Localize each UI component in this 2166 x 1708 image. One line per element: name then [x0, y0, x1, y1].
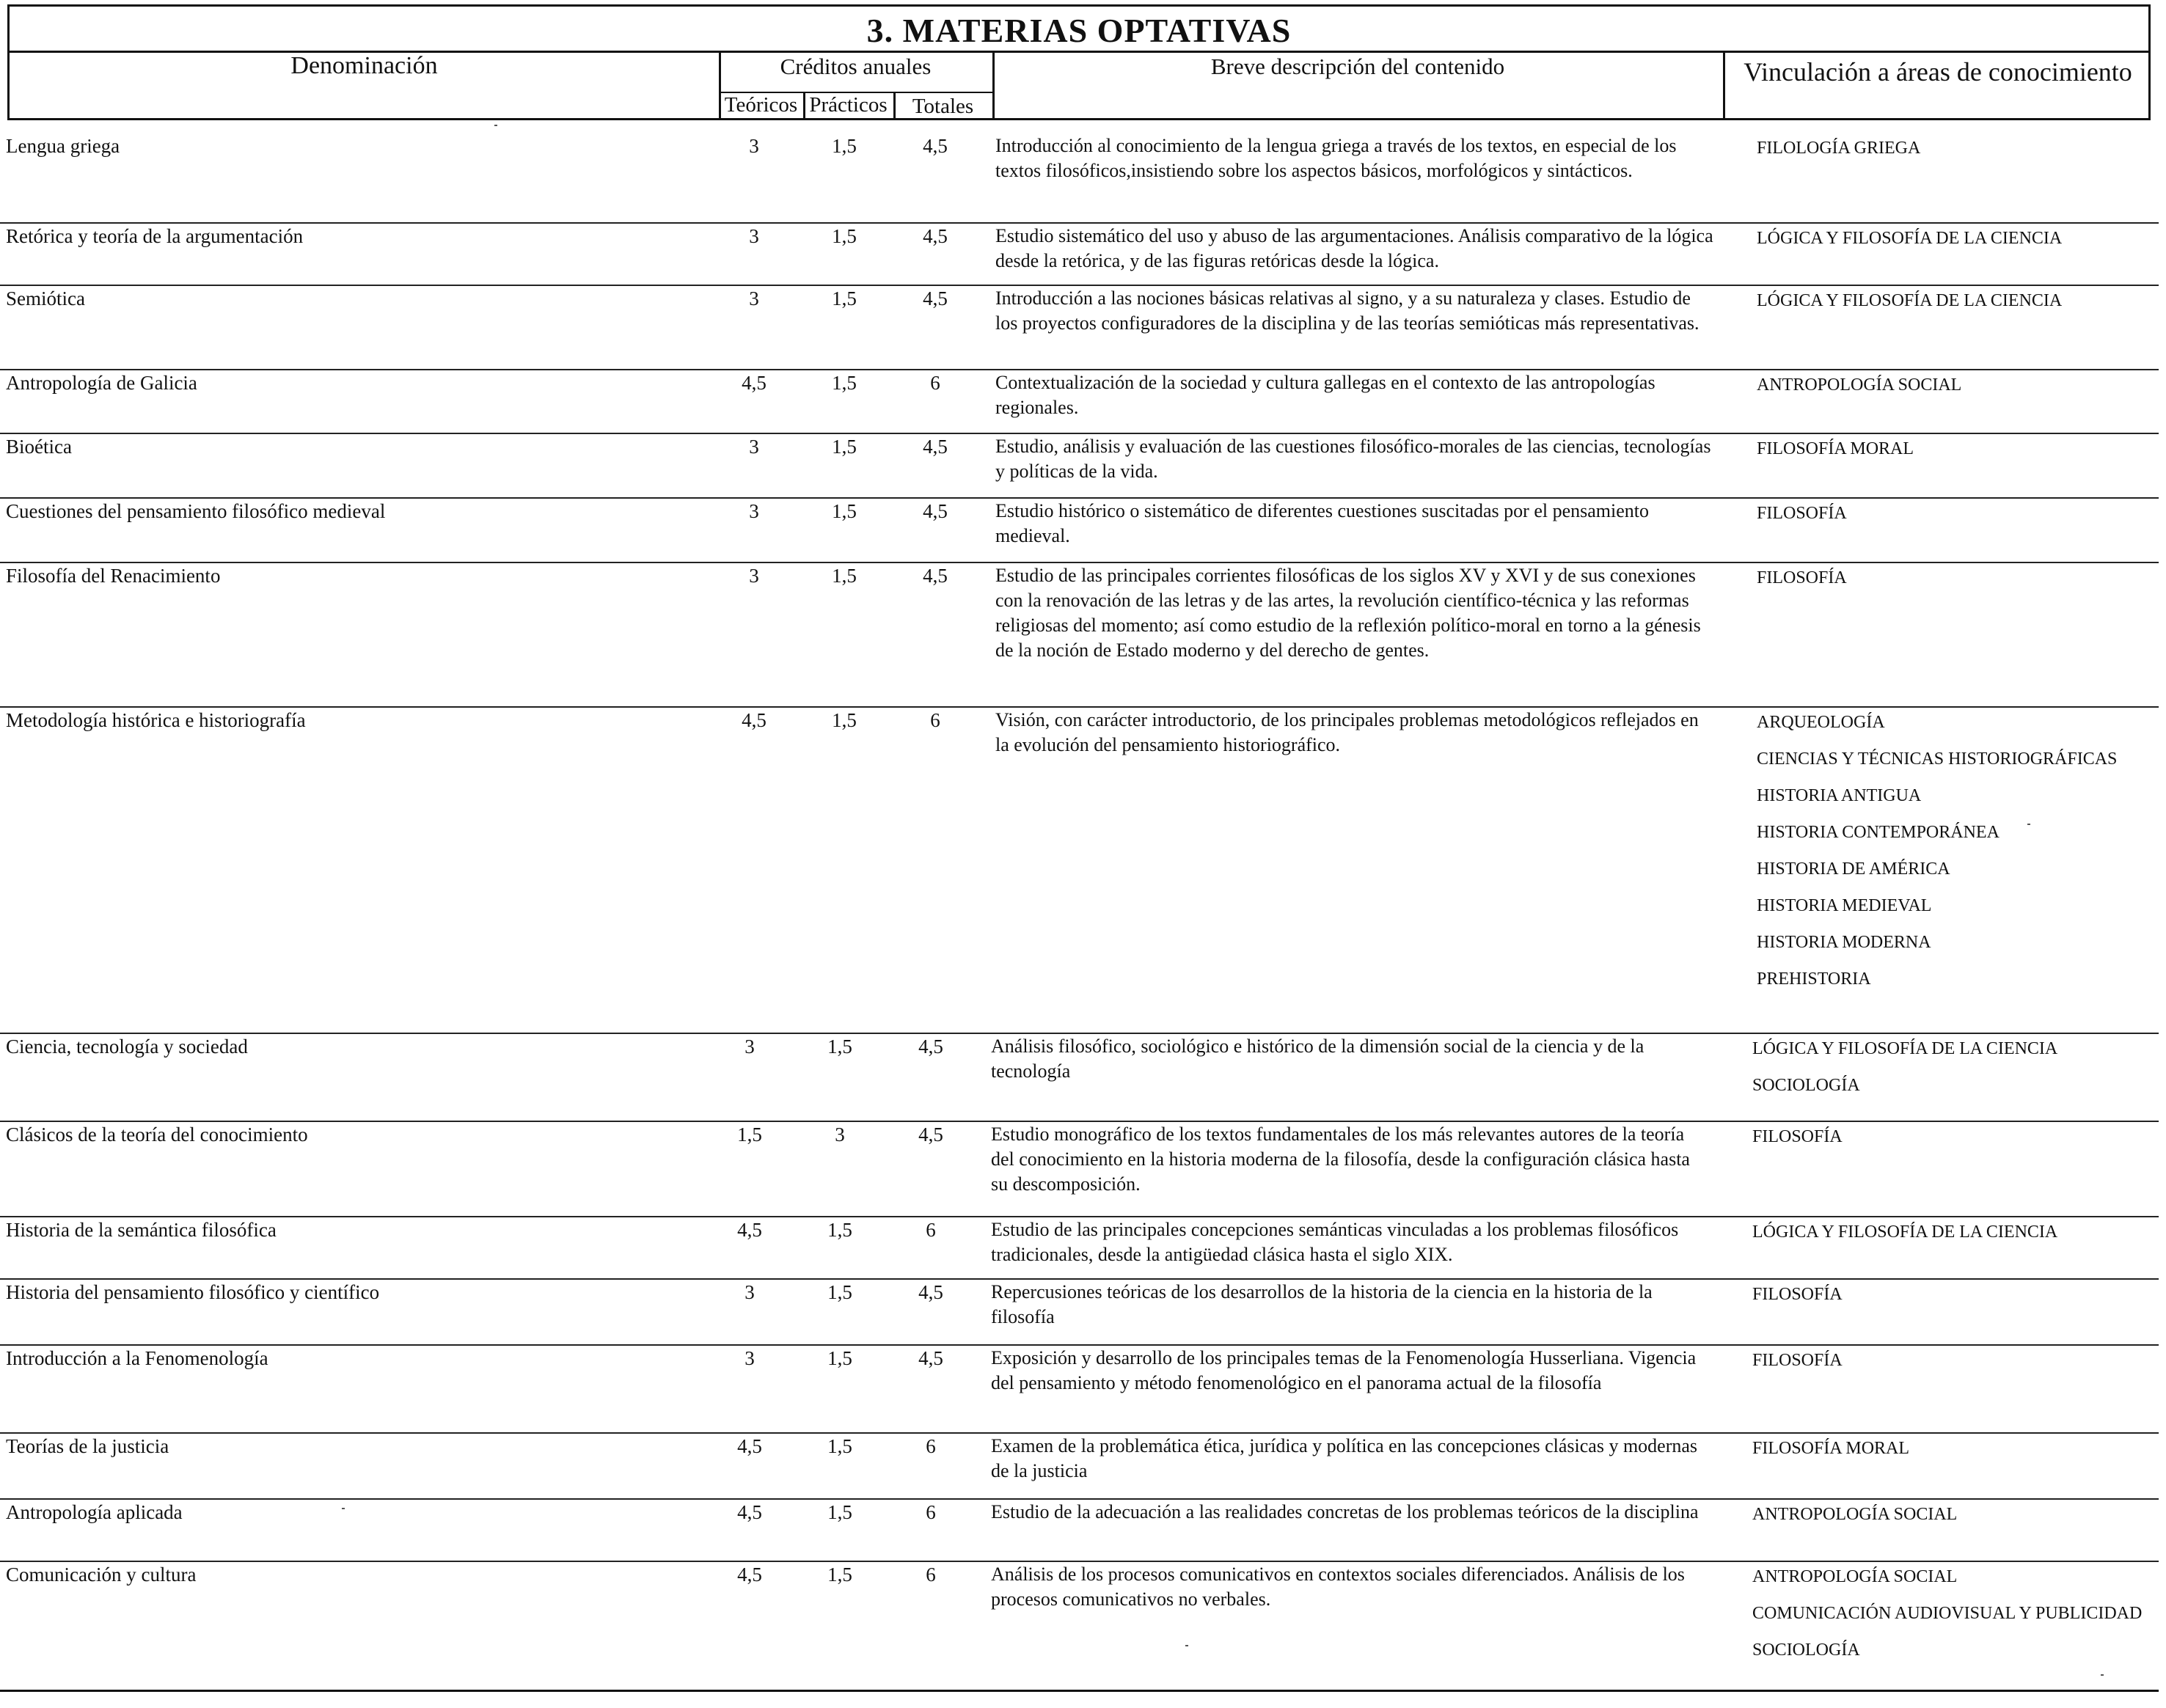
- knowledge-area-item: LÓGICA Y FILOSOFÍA DE LA CIENCIA: [1752, 1039, 2058, 1058]
- knowledge-areas: [1757, 437, 2153, 461]
- table-row: [0, 708, 2159, 1034]
- knowledge-areas: [1752, 1125, 2148, 1148]
- credits-theoretical: 3: [749, 436, 759, 458]
- credits-practical: 1,5: [832, 225, 857, 247]
- credits-practical: 1,5: [827, 1501, 852, 1523]
- knowledge-area-item: FILOSOFÍA: [1752, 1351, 1843, 1370]
- credits-practical: 3: [835, 1124, 845, 1146]
- knowledge-areas: [1752, 1220, 2148, 1244]
- credits-practical: 1,5: [827, 1281, 852, 1303]
- credits-practical: 1,5: [832, 287, 857, 309]
- knowledge-areas: [1752, 1565, 2148, 1662]
- credits-practical: 1,5: [827, 1564, 852, 1586]
- content-description: Repercusiones teóricas de los desarrollos de la historia de la ciencia en la historia de la filosofía: [991, 1281, 1653, 1327]
- table-row: [0, 1034, 2159, 1122]
- credits-practical: 1,5: [832, 565, 857, 587]
- content-description: Estudio de la adecuación a las realidades concretas de los problemas teóricos de la disciplina: [991, 1501, 1699, 1522]
- content-description: Introducción al conocimiento de la lengua griega a través de los textos, en especial de los textos filosóficos,insistiendo sobre los aspectos básicos, morfológicos y sintácticos.: [995, 135, 1677, 181]
- credits-total: 6: [926, 1435, 936, 1457]
- credits-practical: 1,5: [832, 500, 857, 522]
- subject-name: Retórica y teoría de la argumentación: [6, 225, 304, 247]
- knowledge-area-item: PREHISTORIA: [1757, 970, 1871, 989]
- credits-theoretical: 4,5: [737, 1501, 762, 1523]
- subject-name: Teorías de la justicia: [6, 1435, 169, 1457]
- knowledge-area-item: FILOSOFÍA MORAL: [1752, 1439, 1910, 1458]
- knowledge-area-item: FILOSOFÍA MORAL: [1757, 439, 1914, 458]
- knowledge-area-item: ANTROPOLOGÍA SOCIAL: [1752, 1505, 1958, 1524]
- credits-theoretical: 4,5: [737, 1219, 762, 1241]
- knowledge-areas: [1757, 289, 2153, 312]
- knowledge-area-item: FILOSOFÍA: [1752, 1285, 1843, 1304]
- content-description: Exposición y desarrollo de los principales temas de la Fenomenología Husserliana. Vigencia del pensamiento y método fenomenológico en el panorama actual de la filosofía: [991, 1347, 1697, 1393]
- credits-theoretical: 1,5: [737, 1124, 762, 1146]
- subject-name: Filosofía del Renacimiento: [6, 565, 221, 587]
- subject-name: Bioética: [6, 436, 72, 458]
- credits-practical: 1,5: [827, 1036, 852, 1058]
- knowledge-area-item: FILOSOFÍA: [1752, 1127, 1843, 1146]
- knowledge-areas: [1757, 227, 2153, 250]
- credits-practical: 1,5: [832, 709, 857, 731]
- credits-theoretical: 3: [749, 500, 759, 522]
- table-row: [0, 1346, 2159, 1434]
- content-description: Estudio de las principales corrientes filosóficas de los siglos XV y XVI y de sus conexiones con la renovación de las letras y de las artes, la revolución científico-técnica y las reformas religiosas del momento; así como estudio de la reflexión político-moral en torno a la génesis de la noción de Estado moderno y del derecho de gentes.: [995, 565, 1701, 661]
- content-description: Examen de la problemática ética, jurídica y política en las concepciones clásicas y modernas de la justicia: [991, 1435, 1698, 1481]
- credits-total: 4,5: [918, 1036, 943, 1058]
- subject-name: Clásicos de la teoría del conocimiento: [6, 1124, 308, 1146]
- credits-total: 4,5: [923, 135, 948, 157]
- credits-theoretical: 3: [744, 1281, 755, 1303]
- table-row: [0, 1562, 2159, 1690]
- col-header-credits: Créditos anuales: [780, 54, 932, 79]
- knowledge-area-item: HISTORIA MODERNA: [1757, 933, 1931, 952]
- credits-theoretical: 3: [744, 1036, 755, 1058]
- knowledge-areas: [1752, 1437, 2148, 1460]
- subject-name: Introducción a la Fenomenología: [6, 1347, 268, 1369]
- table-row: [0, 286, 2159, 370]
- col-header-areas: Vinculación a áreas de conocimiento: [1744, 57, 2132, 87]
- col-header-theoretical: Teóricos: [724, 93, 798, 117]
- table-header: [7, 4, 2151, 120]
- knowledge-area-item: ARQUEOLOGÍA: [1757, 713, 1885, 732]
- table-row: [0, 1434, 2159, 1500]
- credits-practical: 1,5: [827, 1435, 852, 1457]
- credits-total: 4,5: [918, 1281, 943, 1303]
- knowledge-area-item: LÓGICA Y FILOSOFÍA DE LA CIENCIA: [1757, 229, 2063, 248]
- knowledge-areas: [1757, 711, 2153, 991]
- title-bar: [10, 7, 2148, 53]
- content-description: Visión, con carácter introductorio, de los principales problemas metodológicos reflejados en la evolución del pensamiento historiográfico.: [995, 709, 1699, 755]
- knowledge-areas: [1757, 136, 2153, 160]
- knowledge-area-item: ANTROPOLOGÍA SOCIAL: [1757, 375, 1962, 395]
- credits-theoretical: 4,5: [737, 1564, 762, 1586]
- knowledge-area-item: HISTORIA DE AMÉRICA: [1757, 860, 1950, 879]
- credits-theoretical: 3: [749, 287, 759, 309]
- subject-name: Historia del pensamiento filosófico y científico: [6, 1281, 380, 1303]
- credits-total: 6: [926, 1564, 936, 1586]
- table-row: [0, 1217, 2159, 1280]
- knowledge-area-item: ANTROPOLOGÍA SOCIAL: [1752, 1567, 1958, 1586]
- content-description: Análisis filosófico, sociológico e histórico de la dimensión social de la ciencia y de la tecnología: [991, 1036, 1644, 1082]
- table-row: [0, 224, 2159, 286]
- table-row: [0, 1122, 2159, 1217]
- credits-total: 6: [926, 1219, 936, 1241]
- knowledge-area-item: COMUNICACIÓN AUDIOVISUAL Y PUBLICIDAD: [1752, 1604, 2143, 1623]
- col-header-practical: Prácticos: [809, 93, 888, 117]
- content-description: Contextualización de la sociedad y cultura gallegas en el contexto de las antropologías regionales.: [995, 372, 1655, 418]
- content-description: Estudio de las principales concepciones semánticas vinculadas a los problemas filosóficos tradicionales, desde la antigüedad clásica hasta el siglo XIX.: [991, 1219, 1679, 1265]
- credits-practical: 1,5: [827, 1347, 852, 1369]
- knowledge-area-item: HISTORIA MEDIEVAL: [1757, 896, 1932, 915]
- content-description: Análisis de los procesos comunicativos en contextos sociales diferenciados. Análisis de los procesos comunicativos no verbales.: [991, 1564, 1685, 1610]
- page-title: 3. MATERIAS OPTATIVAS: [866, 12, 1292, 49]
- credits-total: 6: [930, 372, 940, 394]
- knowledge-areas: [1752, 1283, 2148, 1306]
- knowledge-area-item: SOCIOLOGÍA: [1752, 1076, 1860, 1095]
- credits-theoretical: 4,5: [737, 1435, 762, 1457]
- knowledge-area-item: CIENCIAS Y TÉCNICAS HISTORIOGRÁFICAS: [1757, 749, 2118, 769]
- knowledge-area-item: HISTORIA CONTEMPORÁNEA: [1757, 823, 1999, 842]
- knowledge-areas: [1757, 566, 2153, 590]
- table-row: [0, 434, 2159, 499]
- knowledge-areas: [1757, 502, 2153, 525]
- table-bottom-rule: [0, 1690, 2159, 1692]
- knowledge-areas: [1752, 1349, 2148, 1372]
- credits-total: 4,5: [923, 500, 948, 522]
- credits-theoretical: 3: [744, 1347, 755, 1369]
- credits-total: 4,5: [923, 565, 948, 587]
- credits-theoretical: 4,5: [742, 709, 766, 731]
- knowledge-areas: [1752, 1037, 2148, 1097]
- table-row: [0, 133, 2159, 224]
- knowledge-area-item: FILOSOFÍA: [1757, 504, 1847, 523]
- credits-total: 6: [926, 1501, 936, 1523]
- credits-practical: 1,5: [827, 1219, 852, 1241]
- col-header-description: Breve descripción del contenido: [1210, 54, 1505, 79]
- col-header-total: Totales: [912, 95, 974, 118]
- credits-total: 4,5: [923, 287, 948, 309]
- table-row: [0, 563, 2159, 708]
- credits-practical: 1,5: [832, 372, 857, 394]
- table-row: [0, 1500, 2159, 1562]
- subject-name: Cuestiones del pensamiento filosófico medieval: [6, 500, 386, 522]
- subject-name: Antropología de Galicia: [6, 372, 197, 394]
- knowledge-area-item: FILOSOFÍA: [1757, 568, 1847, 587]
- subject-name: Lengua griega: [6, 135, 120, 157]
- subject-name: Historia de la semántica filosófica: [6, 1219, 277, 1241]
- table-row: [0, 499, 2159, 563]
- subject-name: Ciencia, tecnología y sociedad: [6, 1036, 248, 1058]
- subject-name: Metodología histórica e historiografía: [6, 709, 306, 731]
- subject-name: Comunicación y cultura: [6, 1564, 197, 1586]
- subject-name: Antropología aplicada: [6, 1501, 183, 1523]
- knowledge-area-item: SOCIOLOGÍA: [1752, 1641, 1860, 1660]
- content-description: Estudio monográfico de los textos fundamentales de los más relevantes autores de la teoría del conocimiento en la historia moderna de la filosofía, desde la configuración clásica hasta su descomposición.: [991, 1124, 1690, 1195]
- content-description: Estudio, análisis y evaluación de las cuestiones filosófico-morales de las ciencias, tecnologías y políticas de la vida.: [995, 436, 1711, 482]
- credits-theoretical: 3: [749, 135, 759, 157]
- subject-name: Semiótica: [6, 287, 85, 309]
- credits-total: 6: [930, 709, 940, 731]
- credits-theoretical: 3: [749, 565, 759, 587]
- knowledge-areas: [1752, 1503, 2148, 1526]
- table-row: [0, 370, 2159, 434]
- knowledge-area-item: HISTORIA ANTIGUA: [1757, 786, 1922, 805]
- knowledge-area-item: LÓGICA Y FILOSOFÍA DE LA CIENCIA: [1752, 1223, 2058, 1242]
- table-row: [0, 1280, 2159, 1346]
- content-description: Estudio sistemático del uso y abuso de las argumentaciones. Análisis comparativo de la lógica desde la retórica, y de las figuras retóricas desde la lógica.: [995, 225, 1713, 271]
- content-description: Estudio histórico o sistemático de diferentes cuestiones suscitadas por el pensamiento medieval.: [995, 500, 1650, 546]
- credits-practical: 1,5: [832, 135, 857, 157]
- credits-practical: 1,5: [832, 436, 857, 458]
- credits-total: 4,5: [918, 1347, 943, 1369]
- credits-total: 4,5: [923, 436, 948, 458]
- credits-theoretical: 4,5: [742, 372, 766, 394]
- credits-theoretical: 3: [749, 225, 759, 247]
- credits-total: 4,5: [918, 1124, 943, 1146]
- credits-total: 4,5: [923, 225, 948, 247]
- knowledge-area-item: LÓGICA Y FILOSOFÍA DE LA CIENCIA: [1757, 291, 2063, 310]
- col-header-name: Denominación: [290, 52, 438, 79]
- content-description: Introducción a las nociones básicas relativas al signo, y a su naturaleza y clases. Estudio de los proyectos configuradores de la disciplina y de las teorías semióticas más representativas.: [995, 287, 1699, 334]
- knowledge-areas: [1757, 373, 2153, 397]
- knowledge-area-item: FILOLOGÍA GRIEGA: [1757, 139, 1921, 158]
